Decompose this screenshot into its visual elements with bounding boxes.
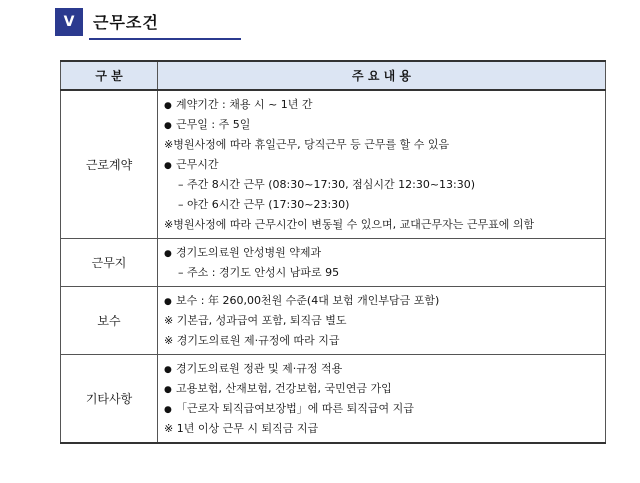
row-content: [158, 90, 606, 239]
table-body: [61, 90, 606, 443]
content-line-bullet: [164, 95, 599, 115]
content-line-text: 계약기간 : 채용 시 ~ 1년 간: [176, 98, 313, 111]
content-line-text: ※병원사정에 따라 휴일근무, 당직근무 등 근무를 할 수 있음: [164, 138, 450, 151]
row-category: 보수: [61, 287, 158, 355]
content-line-dash: [164, 263, 599, 283]
section-number-badge: V: [55, 8, 83, 36]
content-line-text: – 야간 6시간 근무 (17:30~23:30): [178, 198, 350, 211]
content-line-note: [164, 215, 599, 235]
row-content: [158, 287, 606, 355]
table-row: [61, 239, 606, 287]
content-line-text: ※ 1년 이상 근무 시 퇴직금 지급: [164, 422, 319, 435]
content-line-note: [164, 331, 599, 351]
section-header: [55, 8, 190, 38]
content-line-text: 근무일 : 주 5일: [176, 118, 251, 131]
content-line-bullet: [164, 291, 599, 311]
table-header-row: [61, 61, 606, 90]
content-line-note: [164, 135, 599, 155]
bullet-icon: ●: [164, 161, 172, 171]
content-line-text: ※ 경기도의료원 제·규정에 따라 지급: [164, 334, 340, 347]
bullet-icon: ●: [164, 101, 172, 111]
content-line-bullet: [164, 115, 599, 135]
row-content: [158, 239, 606, 287]
work-conditions-table: [60, 60, 606, 444]
content-line-bullet: [164, 399, 599, 419]
content-line-dash: [164, 175, 599, 195]
bullet-icon: ●: [164, 405, 172, 415]
content-line-text: ※병원사정에 따라 근무시간이 변동될 수 있으며, 교대근무자는 근무표에 의함: [164, 218, 535, 231]
section-title-underline: [89, 38, 241, 40]
bullet-icon: ●: [164, 385, 172, 395]
content-line-bullet: [164, 359, 599, 379]
content-line-note: [164, 419, 599, 439]
content-line-text: 경기도의료원 안성병원 약제과: [176, 246, 322, 259]
row-content: [158, 355, 606, 444]
bullet-icon: ●: [164, 365, 172, 375]
content-line-bullet: [164, 155, 599, 175]
section-title: 근무조건: [93, 13, 159, 32]
row-category: 근로계약: [61, 90, 158, 239]
content-line-note: [164, 311, 599, 331]
table-row: [61, 355, 606, 444]
content-line-text: 고용보험, 산재보험, 건강보험, 국민연금 가입: [176, 382, 392, 395]
bullet-icon: ●: [164, 297, 172, 307]
content-line-bullet: [164, 379, 599, 399]
content-line-text: 경기도의료원 정관 및 제·규정 적용: [176, 362, 343, 375]
table-row: [61, 90, 606, 239]
row-category: 기타사항: [61, 355, 158, 444]
content-line-text: ※ 기본급, 성과급여 포함, 퇴직금 별도: [164, 314, 347, 327]
content-line-text: – 주간 8시간 근무 (08:30~17:30, 점심시간 12:30~13:30): [178, 178, 476, 191]
content-line-text: 「근로자 퇴직급여보장법」에 따른 퇴직급여 지급: [176, 402, 414, 415]
content-line-text: 근무시간: [176, 158, 219, 171]
content-line-dash: [164, 195, 599, 215]
table-row: [61, 287, 606, 355]
content-line-text: 보수 : 年 260,00천원 수준(4대 보험 개인부담금 포함): [176, 294, 440, 307]
content-line-bullet: [164, 243, 599, 263]
row-category: 근무지: [61, 239, 158, 287]
bullet-icon: ●: [164, 121, 172, 131]
bullet-icon: ●: [164, 249, 172, 259]
content-line-text: – 주소 : 경기도 안성시 남파로 95: [178, 266, 340, 279]
header-category: 구 분: [61, 61, 158, 90]
header-content: 주 요 내 용: [158, 61, 606, 90]
